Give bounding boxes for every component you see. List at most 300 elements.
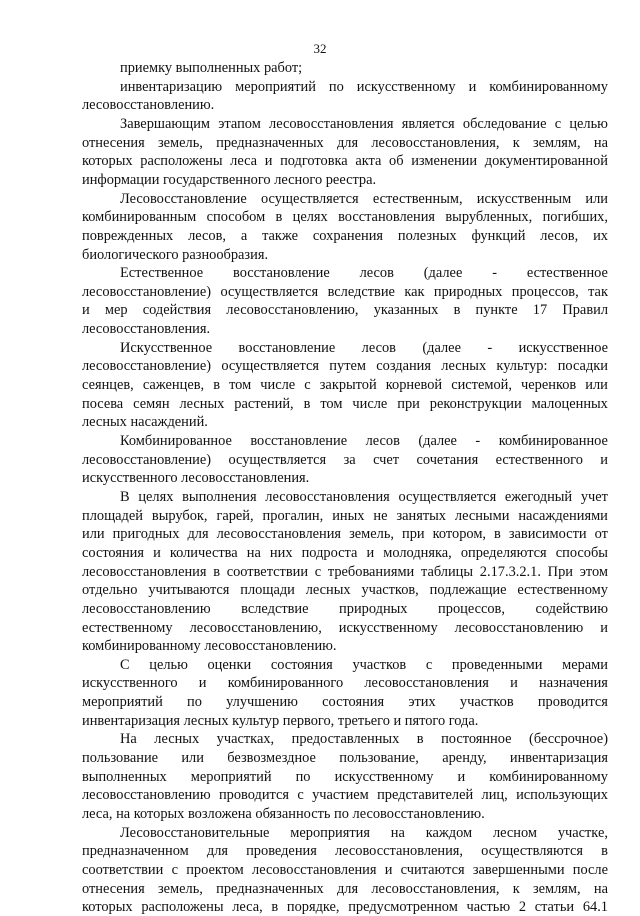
word: расположены <box>141 899 224 916</box>
word: определяются <box>460 544 547 561</box>
word: - <box>487 339 493 356</box>
word: или <box>585 377 608 394</box>
word: мероприятий <box>235 78 316 95</box>
word: лесных <box>441 358 487 375</box>
word: лесных <box>305 582 351 599</box>
word: целях <box>292 209 328 226</box>
word: на <box>390 824 405 841</box>
word: (далее <box>418 433 457 449</box>
word: осуществляются <box>481 843 584 860</box>
word: Естественное <box>120 265 204 282</box>
text-line <box>82 376 608 394</box>
word: лесов <box>361 339 396 356</box>
word: насаждениями <box>518 507 608 524</box>
word: таблицы <box>420 563 474 580</box>
word: пользование, <box>339 750 419 767</box>
word: вырубок, <box>151 507 208 524</box>
word: восстановления <box>338 209 436 226</box>
word: Комбинированное <box>120 433 232 449</box>
text-line: леса, на которых возложена обязанность по лесовосстановлению. <box>82 806 485 822</box>
word: учет <box>580 488 608 505</box>
word: отнесения <box>82 880 145 897</box>
text-line <box>120 730 608 748</box>
word: на <box>593 880 608 897</box>
text-line <box>120 115 608 133</box>
word: лесными <box>454 507 510 524</box>
word: вследствие <box>241 600 309 617</box>
word: вследствие <box>327 283 395 300</box>
text-line: искусственного лесовосстановления. <box>82 470 310 487</box>
word: числе <box>352 395 388 412</box>
text-line <box>120 339 608 357</box>
word: том <box>229 377 252 394</box>
word: по <box>295 768 311 785</box>
word: расположены <box>140 153 223 170</box>
word: подроста <box>301 544 358 561</box>
word: лесовосстановлению, <box>189 619 322 636</box>
text-line <box>82 619 608 637</box>
word: выполнения <box>182 488 257 505</box>
word: 17 <box>532 302 548 319</box>
word: к <box>512 134 520 151</box>
word: этапом <box>218 115 261 132</box>
word: естественного <box>495 451 583 468</box>
word: участке, <box>557 824 608 841</box>
text-line: комбинированному лесовосстановлению. <box>82 638 337 655</box>
word: естественное <box>526 265 608 282</box>
word: для <box>336 134 359 151</box>
word: предназначенных <box>216 880 324 897</box>
word: подлежащие <box>429 582 507 599</box>
word: закрытой <box>319 377 377 394</box>
word: осуществляется <box>221 358 320 375</box>
word: в <box>303 395 311 412</box>
text-line <box>82 861 608 879</box>
word: в <box>271 899 279 916</box>
word: пункте <box>475 302 518 319</box>
text-line <box>82 357 608 375</box>
word: процессов, <box>438 600 505 617</box>
word: и <box>366 544 375 561</box>
word: пользование <box>82 750 159 767</box>
word: участков <box>352 656 407 673</box>
word: искусственному <box>334 768 434 785</box>
word: (бессрочное) <box>529 731 608 748</box>
word: и <box>510 675 518 692</box>
word: от <box>594 526 608 543</box>
word: и <box>82 302 90 319</box>
word: порядке, <box>286 899 340 916</box>
word: выполненных <box>82 768 167 785</box>
word: 2.17.3.2.1. <box>479 563 541 580</box>
word: процессов, <box>511 283 579 300</box>
word: создания <box>376 358 431 375</box>
word: лесов <box>365 433 400 449</box>
word: осуществляется <box>398 488 497 505</box>
word: 2 <box>518 899 527 916</box>
word: лесном <box>492 824 537 841</box>
word: после <box>572 861 608 878</box>
word: с <box>425 656 433 673</box>
word: требованиями <box>327 563 415 580</box>
word: посева <box>82 395 124 412</box>
text-line <box>120 824 608 842</box>
word: Правил <box>562 302 608 319</box>
text-line <box>82 525 608 543</box>
word: документированной <box>484 153 608 170</box>
word: пригодных <box>112 526 180 543</box>
word: обследование <box>462 115 547 132</box>
word: гарей, <box>216 507 254 524</box>
word: лесов <box>359 265 394 282</box>
word: этом <box>579 563 608 580</box>
word: назначения <box>539 675 608 692</box>
word: целях <box>138 488 174 505</box>
word: содействию <box>535 600 608 617</box>
word: леса <box>230 153 258 170</box>
word: комбинированного <box>227 675 344 692</box>
word: и <box>264 153 273 170</box>
word: зависимости <box>508 526 587 543</box>
text-line <box>120 190 608 208</box>
word: (далее <box>423 265 463 282</box>
word: функций <box>471 227 526 244</box>
word: сеянцев, <box>82 377 134 394</box>
word: соответствии <box>226 563 309 580</box>
word: с <box>554 115 562 132</box>
word: которых <box>82 899 133 916</box>
word: площадей <box>82 507 143 524</box>
word: молодняка, <box>383 544 452 561</box>
word: проводится <box>537 694 608 711</box>
word: предусмотренном <box>348 899 458 916</box>
word: погибших, <box>542 209 608 226</box>
word: и <box>198 675 207 692</box>
word: занятых <box>396 507 446 524</box>
word: лесовосстановлению <box>82 787 211 804</box>
word: при <box>397 395 420 412</box>
word: мерами <box>562 656 608 673</box>
word: культур: <box>496 358 548 375</box>
text-line <box>82 581 608 599</box>
word: На <box>120 731 137 748</box>
text-line: приемку выполненных работ; <box>120 60 303 76</box>
word: состояния <box>270 656 333 673</box>
word: на <box>246 544 261 561</box>
text-line <box>120 656 608 674</box>
word: не <box>373 507 388 524</box>
text-line <box>82 563 608 581</box>
word: в <box>416 731 424 748</box>
text-line: лесовосстановлению. <box>82 97 215 114</box>
word: естественному <box>82 619 173 636</box>
word: акта <box>355 153 382 170</box>
word: в <box>275 209 283 226</box>
word: считаются <box>400 861 465 878</box>
word: предназначенных <box>216 134 324 151</box>
word: проведенными <box>451 656 543 673</box>
word: как <box>404 283 425 300</box>
word: представителей <box>377 787 474 804</box>
word: лесных <box>179 395 225 412</box>
text-line <box>82 693 608 711</box>
word: комбинированному <box>489 78 608 95</box>
word: содействия <box>142 302 212 319</box>
word: за <box>343 451 356 468</box>
word: лиц, <box>481 787 508 804</box>
word: лесовосстановления <box>216 526 342 543</box>
word: Завершающим <box>120 115 210 132</box>
text-line <box>82 451 608 469</box>
word: лесовосстановлению <box>82 600 211 617</box>
word: предоставленных <box>291 731 400 748</box>
word: растений, <box>234 395 294 412</box>
text-line <box>82 842 608 860</box>
word: них <box>269 544 293 561</box>
word: восстановление <box>238 339 336 356</box>
word: лесовосстановления <box>82 563 207 580</box>
word: комбинированное <box>498 433 608 449</box>
word: в <box>453 302 461 319</box>
word: с <box>171 861 178 878</box>
word: сохранения <box>312 227 384 244</box>
word: к <box>512 880 520 897</box>
text-line <box>82 283 608 301</box>
word: статьи <box>534 899 575 916</box>
word: мероприятий <box>190 768 272 785</box>
word: землям, <box>532 880 581 897</box>
word: целью <box>149 656 188 673</box>
word: так <box>588 283 608 300</box>
text-line <box>82 507 608 525</box>
word: искусственное <box>518 339 608 356</box>
word: - <box>492 265 497 282</box>
word: частью <box>466 899 511 916</box>
word: Лесовосстановительные <box>120 824 270 841</box>
word: осуществляется <box>228 451 327 468</box>
word: соответствии <box>82 861 164 878</box>
word: постоянное <box>441 731 512 748</box>
word: и <box>153 544 161 561</box>
word: в <box>213 377 220 394</box>
word: комбинированному <box>489 768 608 785</box>
word: аренду, <box>442 750 487 767</box>
word: каждом <box>425 824 473 841</box>
text-line: лесных насаждений. <box>82 414 208 431</box>
word: - <box>475 433 481 449</box>
text-line <box>82 134 608 152</box>
word: состояния <box>82 544 144 561</box>
word: мероприятий <box>82 694 163 711</box>
word: указанных <box>373 302 439 319</box>
word: этих <box>408 694 436 711</box>
word: малоценных <box>531 395 608 412</box>
text-line <box>82 208 608 226</box>
word: посадки <box>557 358 608 375</box>
word: иных <box>332 507 365 524</box>
word: использующих <box>516 787 608 804</box>
word: леса, <box>232 899 263 916</box>
word: инвентаризацию <box>120 78 223 95</box>
text-line <box>120 488 608 506</box>
word: и <box>384 861 393 878</box>
word: целью <box>569 115 608 132</box>
text-line <box>82 749 608 767</box>
word: земель, <box>349 526 394 543</box>
word: Лесовосстановление <box>120 190 247 207</box>
word: и <box>468 78 477 95</box>
word: в <box>494 526 501 543</box>
word: проведения <box>246 843 317 860</box>
text-line <box>82 544 608 562</box>
word: лесовосстановлению, <box>226 302 359 319</box>
word: для <box>336 880 359 897</box>
word: том <box>320 395 343 412</box>
word: для <box>206 843 228 860</box>
word: при <box>402 526 425 543</box>
word: количества <box>169 544 238 561</box>
word: которых <box>82 153 133 170</box>
word: в <box>213 563 220 580</box>
word: с <box>314 563 322 580</box>
word: реконструкции <box>429 395 522 412</box>
word: земель, <box>157 134 203 151</box>
word: лесовосстановления, <box>334 843 464 860</box>
word: и <box>600 619 608 636</box>
word: на <box>593 134 608 151</box>
word: осуществляется <box>220 283 319 300</box>
word: саженцев, <box>142 377 205 394</box>
word: по <box>187 694 202 711</box>
word: способы <box>555 544 608 561</box>
word: является <box>401 115 455 132</box>
word: восстановление <box>250 433 348 449</box>
word: ежегодный <box>504 488 573 505</box>
text-line <box>120 264 608 282</box>
text-line <box>82 674 608 692</box>
word: В <box>120 488 130 505</box>
word: вырубленных, <box>445 209 533 226</box>
text-line <box>82 152 608 170</box>
word: подготовка <box>280 153 348 170</box>
word: котором, <box>432 526 487 543</box>
word: поврежденных <box>82 227 174 244</box>
word: лесовосстановления <box>269 115 394 132</box>
word: их <box>593 227 608 244</box>
word: лесовосстановление) <box>82 451 212 468</box>
word: оценки <box>207 656 252 673</box>
word: способом <box>206 209 266 226</box>
text-line: инвентаризация лесных культур первого, третьего и пятого года. <box>82 712 479 729</box>
text-line: лесовосстановления. <box>82 321 211 338</box>
word: или <box>181 750 204 767</box>
word: и <box>600 451 608 468</box>
word: земель, <box>157 880 203 897</box>
word: (далее <box>422 339 461 356</box>
word: проектом <box>186 861 244 878</box>
word: лесовосстановления <box>252 861 377 878</box>
word: При <box>547 563 573 580</box>
word: искусственному <box>356 78 456 95</box>
word: с <box>297 787 304 804</box>
word: учитываются <box>148 582 230 599</box>
word: полезных <box>397 227 457 244</box>
text-line <box>82 898 608 916</box>
word: лесовосстановления <box>265 488 390 505</box>
word: природных <box>433 283 503 300</box>
word: или <box>585 190 608 207</box>
word: мероприятия <box>290 824 370 841</box>
word: завершенными <box>472 861 565 878</box>
word: системой, <box>451 377 512 394</box>
text-line: биологического разнообразия. <box>82 246 269 263</box>
word: и <box>457 768 466 785</box>
text-line <box>120 78 608 96</box>
word: лесовосстановлению <box>454 619 584 636</box>
word: сочетания <box>416 451 479 468</box>
word: в <box>601 843 608 860</box>
page-number: 32 <box>313 41 327 56</box>
word: природных <box>339 600 408 617</box>
word: 64.1 <box>582 899 608 916</box>
word: искусственного <box>82 675 178 692</box>
word: безвозмездное <box>227 750 316 767</box>
word: а <box>240 227 248 244</box>
word: восстановление <box>233 265 330 282</box>
word: или <box>82 526 105 543</box>
word: лесных <box>154 731 200 748</box>
word: лесов, <box>540 227 579 244</box>
word: лесовосстановление) <box>82 358 212 375</box>
word: лесов, <box>188 227 226 244</box>
word: числе <box>260 377 296 394</box>
text-line <box>82 600 608 618</box>
word: участков <box>459 694 514 711</box>
word: состояния <box>322 694 385 711</box>
word: для <box>187 526 209 543</box>
word: отнесения <box>82 134 145 151</box>
word: Искусственное <box>120 339 213 356</box>
word: С <box>120 656 130 673</box>
word: мер <box>104 302 128 319</box>
word: лесовосстановления, <box>371 880 500 897</box>
word: участием <box>312 787 369 804</box>
word: путем <box>329 358 366 375</box>
text-line <box>82 395 608 413</box>
text-line <box>82 301 608 319</box>
word: землям, <box>532 134 581 151</box>
word: комбинированным <box>82 209 197 226</box>
word: семян <box>133 395 170 412</box>
word: по <box>328 78 344 95</box>
word: осуществляется <box>260 190 359 207</box>
word: предназначенном <box>82 843 189 860</box>
word: искусственным <box>476 190 572 207</box>
text-line <box>82 227 608 245</box>
word: корневой <box>385 377 443 394</box>
word: с <box>304 377 311 394</box>
word: черенков <box>521 377 577 394</box>
word: улучшению <box>226 694 298 711</box>
word: счет <box>373 451 400 468</box>
word: инвентаризация <box>509 750 608 767</box>
word: изменении <box>411 153 478 170</box>
word: естественному <box>517 582 608 599</box>
text-line: информации государственного лесного реестра. <box>82 171 377 188</box>
word: лесовосстановления <box>364 675 489 692</box>
word: участков, <box>361 582 419 599</box>
word: отдельно <box>82 582 138 599</box>
